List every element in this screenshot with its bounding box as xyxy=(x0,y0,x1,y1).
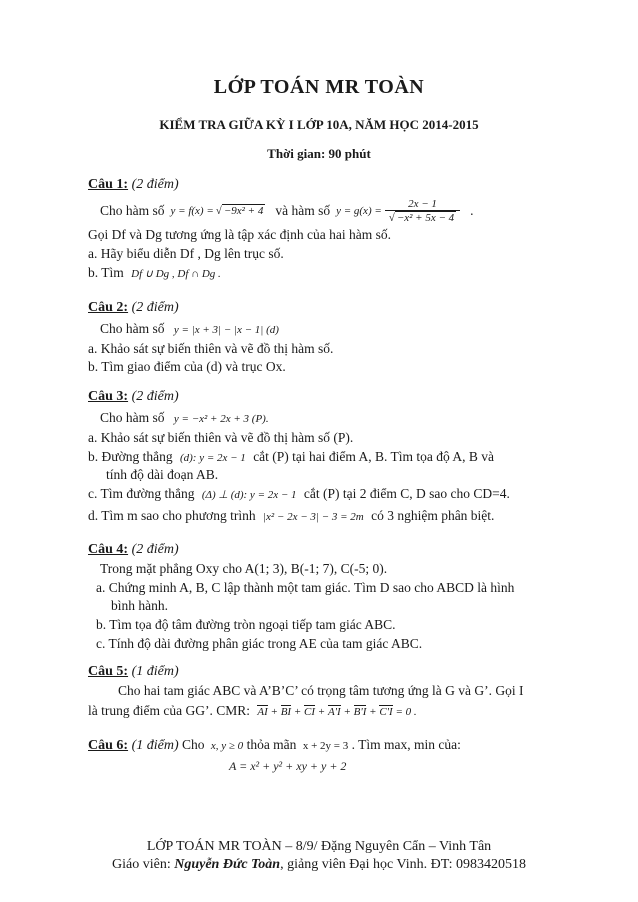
question-1-points: (2 điểm) xyxy=(131,177,179,192)
q4-part-a: a. Chứng minh A, B, C lập thành một tam giác. Tìm D sao cho ABCD là hình xyxy=(96,580,515,595)
footer-teacher-pre: Giáo viên: xyxy=(112,857,171,872)
vector-ai: AI xyxy=(257,706,268,718)
footer-teacher xyxy=(0,857,638,873)
q3-function xyxy=(100,410,269,426)
q3-part-d xyxy=(88,508,494,524)
exam-subtitle: KIỂM TRA GIỮA KỲ I LỚP 10A, NĂM HỌC 2014-2015 xyxy=(159,117,479,132)
q5-statement: Cho hai tam giác ABC và A’B’C’ có trọng tâm tương ứng là G và G’. Gọi I xyxy=(118,683,524,698)
q3-line-delta: (Δ) ⊥ (d): y = 2x − 1 xyxy=(201,489,297,501)
f-radicand: −9x² + 4 xyxy=(223,205,264,217)
g-definition-left: y = g(x) = xyxy=(336,205,382,217)
q6-condition-nonneg: x, y ≥ 0 xyxy=(210,740,244,752)
question-4-points: (2 điểm) xyxy=(131,542,179,557)
page-title: LỚP TOÁN MR TOÀN xyxy=(213,76,425,98)
q3-line-d: (d): y = 2x − 1 xyxy=(179,452,246,464)
q6-post: . Tìm max, min của: xyxy=(351,737,461,752)
question-1-heading xyxy=(88,177,179,193)
g-numerator: 2x − 1 xyxy=(408,198,437,210)
q5-claim xyxy=(88,703,417,719)
q1-domain-note: Gọi Df và Dg tương ứng là tập xác định của hai hàm số. xyxy=(88,227,391,242)
q4-part-a-line2: bình hành. xyxy=(111,598,168,613)
q3-part-b-post: cắt (P) tại hai điểm A, B. Tìm tọa độ A, B và xyxy=(253,449,495,464)
q3-part-a: a. Khảo sát sự biến thiên và vẽ đồ thị hàm số (P). xyxy=(88,430,354,445)
question-6-points: (1 điểm) xyxy=(131,738,179,753)
q3-part-c-pre: c. Tìm đường thẳng xyxy=(88,486,195,501)
vector-c-prime-i: C'I xyxy=(379,706,393,718)
question-6 xyxy=(88,737,461,754)
q1-and-text: và hàm số xyxy=(275,203,331,218)
q1-part-b-math: Df ∪ Dg , Df ∩ Dg . xyxy=(131,268,221,280)
q3-part-d-pre: d. Tìm m sao cho phương trình xyxy=(88,508,256,523)
q5-vector-sum: AI + BI + CI + A'I + B'I + C'I = 0 . xyxy=(257,706,417,718)
vector-bi: BI xyxy=(280,706,292,718)
q2-expression: y = |x + 3| − |x − 1| (d) xyxy=(173,324,279,336)
question-5-points: (1 điểm) xyxy=(131,664,179,679)
question-4-heading xyxy=(88,542,179,558)
q2-intro: Cho hàm số xyxy=(100,321,165,336)
q1-part-b-text: b. Tìm xyxy=(88,265,124,280)
q2-function xyxy=(100,321,279,337)
question-3-points: (2 điểm) xyxy=(131,389,179,404)
q1-part-b xyxy=(88,265,221,281)
q5-claim-pre: là trung điểm của GG’. CMR: xyxy=(88,703,250,718)
q3-part-b-line2: tính độ dài đoạn AB. xyxy=(106,467,219,482)
footer-address: LỚP TOÁN MR TOÀN – 8/9/ Đặng Nguyên Cẩn – Vinh Tân xyxy=(146,839,492,854)
q1-intro: Cho hàm số xyxy=(100,203,165,218)
q3-part-b-pre: b. Đường thẳng xyxy=(88,449,173,464)
exam-duration: Thời gian: 90 phút xyxy=(267,146,371,161)
q6-condition-sum: x + 2y = 3 xyxy=(302,740,349,752)
question-5-label: Câu 5: xyxy=(88,664,129,679)
q3-part-c xyxy=(88,486,510,502)
q5-rhs: = 0 . xyxy=(395,706,417,718)
q3-part-c-post: cắt (P) tại 2 điểm C, D sao cho CD=4. xyxy=(303,486,510,501)
q2-part-b: b. Tìm giao điểm của (d) và trục Ox. xyxy=(88,359,286,374)
question-5-heading xyxy=(88,664,179,680)
question-2-heading xyxy=(88,300,179,316)
question-1-label: Câu 1: xyxy=(88,177,129,192)
teacher-name: Nguyễn Đức Toàn xyxy=(174,857,281,872)
g-denominator: −x² + 5x − 4 xyxy=(396,212,455,224)
q3-expression: y = −x² + 2x + 3 (P). xyxy=(173,413,269,425)
f-definition-left: y = f(x) = xyxy=(170,205,214,217)
question-2-label: Câu 2: xyxy=(88,300,129,315)
question-2-points: (2 điểm) xyxy=(131,300,179,315)
question-3-heading xyxy=(88,389,179,405)
q6-expression: A = x² + y² + xy + y + 2 xyxy=(229,759,347,773)
vector-ci: CI xyxy=(304,706,316,718)
g-fraction: $\frac{2x - 1}{\text{√ −x² + 5x − 4}}$ xyxy=(385,198,460,224)
q6-mid: thỏa mãn xyxy=(246,737,297,752)
q4-intro: Trong mặt phẳng Oxy cho A(1; 3), B(-1; 7), C(-5; 0). xyxy=(100,561,388,576)
question-4-label: Câu 4: xyxy=(88,542,129,557)
vector-a-prime-i: A'I xyxy=(327,706,341,718)
q4-part-b: b. Tìm tọa độ tâm đường tròn ngoại tiếp tam giác ABC. xyxy=(96,617,396,632)
q2-part-a: a. Khảo sát sự biến thiên và vẽ đồ thị hàm số. xyxy=(88,341,334,356)
q3-part-b xyxy=(88,449,494,465)
q4-part-c: c. Tính độ dài đường phân giác trong AE của tam giác ABC. xyxy=(96,636,423,651)
question-6-label: Câu 6: xyxy=(88,738,129,753)
footer-teacher-post: , giảng viên Đại học Vinh. ĐT: 0983420518 xyxy=(280,857,526,872)
q3-intro: Cho hàm số xyxy=(100,410,165,425)
vector-b-prime-i: B'I xyxy=(353,706,367,718)
q6-pre: Cho xyxy=(181,737,205,752)
q3-equation: |x² − 2x − 3| − 3 = 2m xyxy=(262,511,364,523)
question-1-functions: Cho hàm số y = f(x) = √ −9x² + 4 và hàm số y = g(x) = $\frac{2x - 1}{\text{√ −x² + 5x − 4}}$ . xyxy=(100,198,474,224)
q3-part-d-post: có 3 nghiệm phân biệt. xyxy=(371,508,495,523)
q1-part-a: a. Hãy biểu diễn Df , Dg lên trục số. xyxy=(88,246,284,261)
question-3-label: Câu 3: xyxy=(88,389,129,404)
